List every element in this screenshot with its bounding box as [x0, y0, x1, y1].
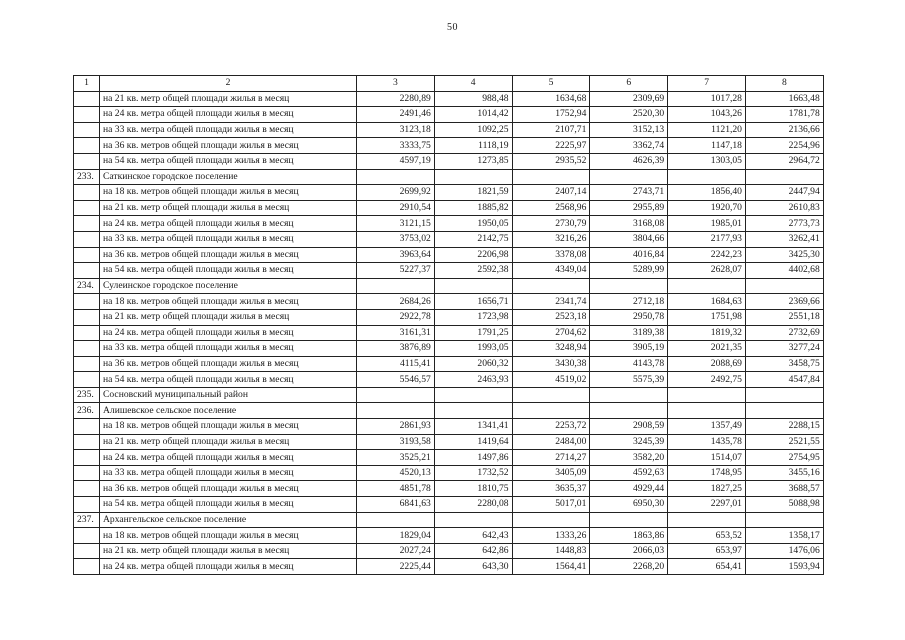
value-cell: 2568,96: [512, 200, 590, 216]
row-label: на 24 кв. метра общей площади жилья в месяц: [100, 107, 357, 123]
value-cell: 2628,07: [668, 263, 746, 279]
value-cell: 2484,00: [512, 434, 590, 450]
value-cell: 654,41: [668, 559, 746, 575]
row-label: на 21 кв. метр общей площади жилья в месяц: [100, 309, 357, 325]
value-cell: 1821,59: [434, 185, 512, 201]
value-cell: 3430,38: [512, 356, 590, 372]
row-label: на 36 кв. метров общей площади жилья в месяц: [100, 138, 357, 154]
table-row: [74, 309, 824, 325]
value-cell: 3753,02: [357, 231, 435, 247]
row-label: на 24 кв. метра общей площади жилья в месяц: [100, 216, 357, 232]
row-label: на 54 кв. метра общей площади жилья в месяц: [100, 372, 357, 388]
value-cell: 1147,18: [668, 138, 746, 154]
empty-cell: [590, 169, 668, 185]
value-cell: 3277,24: [745, 341, 823, 357]
value-cell: 2704,62: [512, 325, 590, 341]
row-label: на 21 кв. метр общей площади жилья в месяц: [100, 543, 357, 559]
value-cell: 6950,30: [590, 497, 668, 513]
empty-cell: [357, 512, 435, 528]
table-row: [74, 263, 824, 279]
value-cell: 5227,37: [357, 263, 435, 279]
value-cell: 1863,86: [590, 528, 668, 544]
value-cell: 5289,99: [590, 263, 668, 279]
row-label: на 24 кв. метра общей площади жилья в месяц: [100, 325, 357, 341]
value-cell: 3688,57: [745, 481, 823, 497]
value-cell: 2280,08: [434, 497, 512, 513]
value-cell: 3525,21: [357, 450, 435, 466]
index-cell: [74, 122, 100, 138]
empty-cell: [512, 387, 590, 403]
table-row: [74, 419, 824, 435]
value-cell: 1827,25: [668, 481, 746, 497]
section-title: Архангельское сельское поселение: [100, 512, 357, 528]
value-cell: 6841,63: [357, 497, 435, 513]
section-index: 237.: [74, 512, 100, 528]
value-cell: 1723,98: [434, 309, 512, 325]
row-label: на 21 кв. метр общей площади жилья в месяц: [100, 434, 357, 450]
index-cell: [74, 153, 100, 169]
value-cell: 2935,52: [512, 153, 590, 169]
value-cell: 4520,13: [357, 465, 435, 481]
index-cell: [74, 216, 100, 232]
value-cell: 5017,01: [512, 497, 590, 513]
value-cell: 1656,71: [434, 294, 512, 310]
empty-cell: [434, 512, 512, 528]
index-cell: [74, 465, 100, 481]
value-cell: 2206,98: [434, 247, 512, 263]
index-cell: [74, 434, 100, 450]
page-number: 50: [447, 22, 458, 33]
value-cell: 3189,38: [590, 325, 668, 341]
value-cell: 1043,26: [668, 107, 746, 123]
value-cell: 2699,92: [357, 185, 435, 201]
value-cell: 1748,95: [668, 465, 746, 481]
index-cell: [74, 309, 100, 325]
value-cell: 1684,63: [668, 294, 746, 310]
value-cell: 1118,19: [434, 138, 512, 154]
value-cell: 1014,42: [434, 107, 512, 123]
empty-cell: [357, 169, 435, 185]
value-cell: 4597,19: [357, 153, 435, 169]
index-cell: [74, 450, 100, 466]
value-cell: 1419,64: [434, 434, 512, 450]
row-label: на 36 кв. метров общей площади жилья в месяц: [100, 481, 357, 497]
value-cell: 4547,84: [745, 372, 823, 388]
index-cell: [74, 231, 100, 247]
table-row: [74, 356, 824, 372]
value-cell: 1781,78: [745, 107, 823, 123]
value-cell: 1732,52: [434, 465, 512, 481]
index-cell: [74, 91, 100, 107]
value-cell: 3168,08: [590, 216, 668, 232]
section-row: [74, 387, 824, 403]
table-row: [74, 450, 824, 466]
value-cell: 4016,84: [590, 247, 668, 263]
index-cell: [74, 294, 100, 310]
row-label: на 33 кв. метра общей площади жилья в месяц: [100, 465, 357, 481]
value-cell: 5546,57: [357, 372, 435, 388]
value-cell: 2066,03: [590, 543, 668, 559]
section-index: 236.: [74, 403, 100, 419]
value-cell: 3121,15: [357, 216, 435, 232]
value-cell: 2521,55: [745, 434, 823, 450]
table-row: [74, 372, 824, 388]
empty-cell: [512, 169, 590, 185]
value-cell: 2950,78: [590, 309, 668, 325]
value-cell: 2610,83: [745, 200, 823, 216]
table-row: [74, 138, 824, 154]
row-label: на 54 кв. метра общей площади жилья в месяц: [100, 497, 357, 513]
index-cell: [74, 107, 100, 123]
value-cell: 2592,38: [434, 263, 512, 279]
value-cell: 1634,68: [512, 91, 590, 107]
table-row: [74, 107, 824, 123]
table-row: [74, 216, 824, 232]
value-cell: 2253,72: [512, 419, 590, 435]
value-cell: 2288,15: [745, 419, 823, 435]
index-cell: [74, 528, 100, 544]
value-cell: 988,48: [434, 91, 512, 107]
empty-cell: [434, 387, 512, 403]
value-cell: 2280,89: [357, 91, 435, 107]
value-cell: 3123,18: [357, 122, 435, 138]
header-cell: 6: [590, 76, 668, 92]
value-cell: 3362,74: [590, 138, 668, 154]
value-cell: 4851,78: [357, 481, 435, 497]
value-cell: 1273,85: [434, 153, 512, 169]
value-cell: 2297,01: [668, 497, 746, 513]
value-cell: 2268,20: [590, 559, 668, 575]
empty-cell: [357, 403, 435, 419]
table-row: [74, 122, 824, 138]
index-cell: [74, 185, 100, 201]
index-cell: [74, 419, 100, 435]
row-label: на 24 кв. метра общей площади жилья в месяц: [100, 450, 357, 466]
section-index: 233.: [74, 169, 100, 185]
value-cell: 2060,32: [434, 356, 512, 372]
value-cell: 1303,05: [668, 153, 746, 169]
value-cell: 4592,63: [590, 465, 668, 481]
value-cell: 2463,93: [434, 372, 512, 388]
value-cell: 3455,16: [745, 465, 823, 481]
value-cell: 2225,97: [512, 138, 590, 154]
section-index: 235.: [74, 387, 100, 403]
empty-cell: [668, 278, 746, 294]
value-cell: 3152,13: [590, 122, 668, 138]
value-cell: 2684,26: [357, 294, 435, 310]
value-cell: 2523,18: [512, 309, 590, 325]
index-cell: [74, 200, 100, 216]
row-label: на 36 кв. метров общей площади жилья в месяц: [100, 356, 357, 372]
index-cell: [74, 356, 100, 372]
value-cell: 3458,75: [745, 356, 823, 372]
row-label: на 18 кв. метров общей площади жилья в месяц: [100, 528, 357, 544]
header-cell: 1: [74, 76, 100, 92]
value-cell: 1448,83: [512, 543, 590, 559]
value-cell: 1593,94: [745, 559, 823, 575]
table-row: [74, 153, 824, 169]
table-row: [74, 247, 824, 263]
value-cell: 2341,74: [512, 294, 590, 310]
empty-cell: [590, 403, 668, 419]
value-cell: 1564,41: [512, 559, 590, 575]
value-cell: 2730,79: [512, 216, 590, 232]
value-cell: 1751,98: [668, 309, 746, 325]
index-cell: [74, 263, 100, 279]
value-cell: 1358,17: [745, 528, 823, 544]
empty-cell: [434, 403, 512, 419]
table-row: [74, 497, 824, 513]
empty-cell: [668, 387, 746, 403]
value-cell: 2754,95: [745, 450, 823, 466]
value-cell: 1950,05: [434, 216, 512, 232]
header-cell: 3: [357, 76, 435, 92]
row-label: на 21 кв. метр общей площади жилья в месяц: [100, 200, 357, 216]
section-row: [74, 278, 824, 294]
value-cell: 1357,49: [668, 419, 746, 435]
value-cell: 1092,25: [434, 122, 512, 138]
row-label: на 33 кв. метра общей площади жилья в месяц: [100, 231, 357, 247]
empty-cell: [745, 512, 823, 528]
index-cell: [74, 138, 100, 154]
value-cell: 2551,18: [745, 309, 823, 325]
value-cell: 2922,78: [357, 309, 435, 325]
table-row: [74, 294, 824, 310]
value-cell: 653,97: [668, 543, 746, 559]
table-row: [74, 200, 824, 216]
value-cell: 3405,09: [512, 465, 590, 481]
section-title: Саткинское городское поселение: [100, 169, 357, 185]
section-row: [74, 403, 824, 419]
value-cell: 5088,98: [745, 497, 823, 513]
header-cell: 5: [512, 76, 590, 92]
value-cell: 3333,75: [357, 138, 435, 154]
value-cell: 3161,31: [357, 325, 435, 341]
value-cell: 3425,30: [745, 247, 823, 263]
value-cell: 642,43: [434, 528, 512, 544]
value-cell: 3905,19: [590, 341, 668, 357]
value-cell: 1476,06: [745, 543, 823, 559]
index-cell: [74, 559, 100, 575]
empty-cell: [434, 278, 512, 294]
table-row: [74, 559, 824, 575]
value-cell: 1829,04: [357, 528, 435, 544]
table-row: [74, 543, 824, 559]
value-cell: 1810,75: [434, 481, 512, 497]
section-row: [74, 512, 824, 528]
table-row: [74, 185, 824, 201]
value-cell: 2714,27: [512, 450, 590, 466]
value-cell: 2447,94: [745, 185, 823, 201]
value-cell: 1819,32: [668, 325, 746, 341]
empty-cell: [512, 403, 590, 419]
value-cell: 2732,69: [745, 325, 823, 341]
value-cell: 2773,73: [745, 216, 823, 232]
empty-cell: [668, 169, 746, 185]
table-row: [74, 481, 824, 497]
empty-cell: [745, 387, 823, 403]
value-cell: 1435,78: [668, 434, 746, 450]
value-cell: 4626,39: [590, 153, 668, 169]
index-cell: [74, 481, 100, 497]
value-cell: 3245,39: [590, 434, 668, 450]
header-cell: 2: [100, 76, 357, 92]
section-title: Сулеинское городское поселение: [100, 278, 357, 294]
value-cell: 1985,01: [668, 216, 746, 232]
value-cell: 2861,93: [357, 419, 435, 435]
value-cell: 653,52: [668, 528, 746, 544]
value-cell: 4519,02: [512, 372, 590, 388]
index-cell: [74, 372, 100, 388]
row-label: на 24 кв. метра общей площади жилья в месяц: [100, 559, 357, 575]
value-cell: 2309,69: [590, 91, 668, 107]
empty-cell: [512, 512, 590, 528]
value-cell: 643,30: [434, 559, 512, 575]
table-row: [74, 434, 824, 450]
row-label: на 33 кв. метра общей площади жилья в месяц: [100, 122, 357, 138]
value-cell: 2955,89: [590, 200, 668, 216]
value-cell: 2492,75: [668, 372, 746, 388]
value-cell: 2225,44: [357, 559, 435, 575]
tariff-table: [73, 75, 824, 575]
section-title: Сосновский муниципальный район: [100, 387, 357, 403]
value-cell: 4402,68: [745, 263, 823, 279]
row-label: на 33 кв. метра общей площади жилья в месяц: [100, 341, 357, 357]
row-label: на 18 кв. метров общей площади жилья в месяц: [100, 419, 357, 435]
value-cell: 1663,48: [745, 91, 823, 107]
header-row: [74, 76, 824, 92]
value-cell: 2964,72: [745, 153, 823, 169]
value-cell: 5575,39: [590, 372, 668, 388]
section-title: Алишевское сельское поселение: [100, 403, 357, 419]
value-cell: 3963,64: [357, 247, 435, 263]
value-cell: 3248,94: [512, 341, 590, 357]
table-row: [74, 91, 824, 107]
index-cell: [74, 325, 100, 341]
value-cell: 3262,41: [745, 231, 823, 247]
value-cell: 3193,58: [357, 434, 435, 450]
table-row: [74, 528, 824, 544]
table-row: [74, 341, 824, 357]
value-cell: 2242,23: [668, 247, 746, 263]
value-cell: 2910,54: [357, 200, 435, 216]
header-cell: 4: [434, 76, 512, 92]
value-cell: 2027,24: [357, 543, 435, 559]
header-cell: 8: [745, 76, 823, 92]
value-cell: 1333,26: [512, 528, 590, 544]
value-cell: 1856,40: [668, 185, 746, 201]
empty-cell: [434, 169, 512, 185]
value-cell: 2908,59: [590, 419, 668, 435]
empty-cell: [745, 403, 823, 419]
index-cell: [74, 543, 100, 559]
value-cell: 3216,26: [512, 231, 590, 247]
value-cell: 2021,35: [668, 341, 746, 357]
empty-cell: [745, 169, 823, 185]
value-cell: 1993,05: [434, 341, 512, 357]
value-cell: 1920,70: [668, 200, 746, 216]
value-cell: 1791,25: [434, 325, 512, 341]
value-cell: 3635,37: [512, 481, 590, 497]
table-body: [74, 91, 824, 574]
index-cell: [74, 341, 100, 357]
value-cell: 2407,14: [512, 185, 590, 201]
row-label: на 54 кв. метра общей площади жилья в месяц: [100, 153, 357, 169]
value-cell: 4349,04: [512, 263, 590, 279]
value-cell: 2107,71: [512, 122, 590, 138]
value-cell: 2369,66: [745, 294, 823, 310]
value-cell: 1885,82: [434, 200, 512, 216]
value-cell: 2088,69: [668, 356, 746, 372]
value-cell: 1752,94: [512, 107, 590, 123]
value-cell: 3804,66: [590, 231, 668, 247]
value-cell: 1514,07: [668, 450, 746, 466]
empty-cell: [668, 512, 746, 528]
section-row: [74, 169, 824, 185]
value-cell: 2520,30: [590, 107, 668, 123]
empty-cell: [590, 512, 668, 528]
table-row: [74, 325, 824, 341]
value-cell: 3582,20: [590, 450, 668, 466]
empty-cell: [357, 278, 435, 294]
value-cell: 2177,93: [668, 231, 746, 247]
value-cell: 1121,20: [668, 122, 746, 138]
row-label: на 54 кв. метра общей площади жилья в месяц: [100, 263, 357, 279]
empty-cell: [590, 278, 668, 294]
value-cell: 4115,41: [357, 356, 435, 372]
section-index: 234.: [74, 278, 100, 294]
value-cell: 1017,28: [668, 91, 746, 107]
empty-cell: [512, 278, 590, 294]
empty-cell: [590, 387, 668, 403]
empty-cell: [745, 278, 823, 294]
row-label: на 18 кв. метров общей площади жилья в месяц: [100, 294, 357, 310]
index-cell: [74, 497, 100, 513]
value-cell: 2136,66: [745, 122, 823, 138]
index-cell: [74, 247, 100, 263]
value-cell: 2712,18: [590, 294, 668, 310]
value-cell: 2254,96: [745, 138, 823, 154]
row-label: на 21 кв. метр общей площади жилья в месяц: [100, 91, 357, 107]
empty-cell: [668, 403, 746, 419]
value-cell: 3876,89: [357, 341, 435, 357]
value-cell: 642,86: [434, 543, 512, 559]
table-row: [74, 231, 824, 247]
value-cell: 2743,71: [590, 185, 668, 201]
value-cell: 4929,44: [590, 481, 668, 497]
row-label: на 36 кв. метров общей площади жилья в месяц: [100, 247, 357, 263]
value-cell: 3378,08: [512, 247, 590, 263]
table-row: [74, 465, 824, 481]
value-cell: 1341,41: [434, 419, 512, 435]
value-cell: 4143,78: [590, 356, 668, 372]
empty-cell: [357, 387, 435, 403]
row-label: на 18 кв. метров общей площади жилья в месяц: [100, 185, 357, 201]
value-cell: 2142,75: [434, 231, 512, 247]
value-cell: 2491,46: [357, 107, 435, 123]
header-cell: 7: [668, 76, 746, 92]
value-cell: 1497,86: [434, 450, 512, 466]
